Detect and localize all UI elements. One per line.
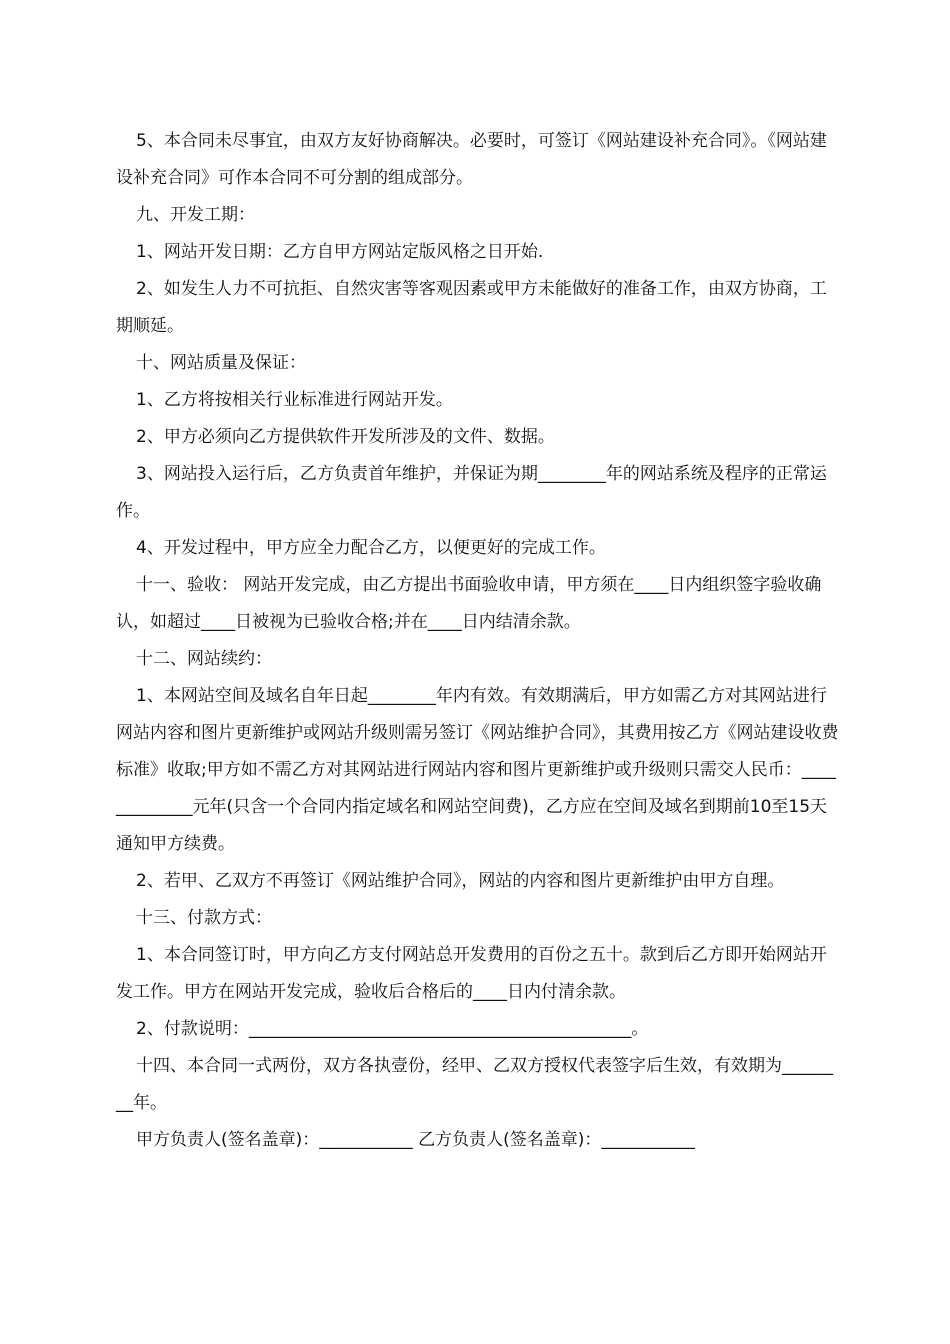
clause-12-item-1: 1、本网站空间及域名自年日起________年内有效。有效期满后，甲方如需乙方对其网站进行网站内容和图片更新维护或网站升级则需另签订《网站维护合同》，其费用按乙方《网站建设收费标准》收取;甲方如不需乙方对其网站进行网站内容和图片更新维护或升级则只需交人民币：_____________元年(只含一个合同内指定域名和网站空间费)，乙方应在空间及域名到期前10至15天通知甲方续费。 [116,686,839,854]
section-9-heading: 九、开发工期： [136,205,255,225]
clause-12-item-2: 2、若甲、乙双方不再签订《网站维护合同》，网站的内容和图片更新维护由甲方自理。 [136,871,785,891]
clause-13-item-2: 2、付款说明：_____________________________________________。 [136,1019,649,1039]
section-11-acceptance: 十一、验收： 网站开发完成，由乙方提出书面验收申请，甲方须在____日内组织签字验收确认，如超过____日被视为已验收合格;并在____日内结清余款。 [116,575,822,632]
section-13-heading: 十三、付款方式： [136,908,272,928]
clause-10-item-4: 4、开发过程中，甲方应全力配合乙方，以便更好的完成工作。 [136,538,606,558]
section-14-validity: 十四、本合同一式两份，双方各执壹份，经甲、乙双方授权代表签字后生效，有效期为________年。 [116,1056,833,1113]
clause-10-item-2: 2、甲方必须向乙方提供软件开发所涉及的文件、数据。 [136,427,555,447]
clause-10-item-3: 3、网站投入运行后，乙方负责首年维护，并保证为期________年的网站系统及程序的正常运作。 [116,464,827,521]
clause-9-item-1: 1、网站开发日期：乙方自甲方网站定版风格之日开始. [136,242,544,262]
signature-line: 甲方负责人(签名盖章)：___________ 乙方负责人(签名盖章)：___________ [136,1130,695,1150]
clause-8-item-5: 5、本合同未尽事宜，由双方友好协商解决。必要时，可签订《网站建设补充合同》。《网站建设补充合同》可作本合同不可分割的组成部分。 [116,131,827,188]
section-10-heading: 十、网站质量及保证： [136,353,306,373]
section-12-heading: 十二、网站续约： [136,649,272,669]
clause-13-item-1: 1、本合同签订时，甲方向乙方支付网站总开发费用的百份之五十。款到后乙方即开始网站开发工作。甲方在网站开发完成，验收后合格后的____日内付清余款。 [116,945,827,1002]
clause-9-item-2: 2、如发生人力不可抗拒、自然灾害等客观因素或甲方未能做好的准备工作，由双方协商，工期顺延。 [116,279,827,336]
clause-10-item-1: 1、乙方将按相关行业标准进行网站开发。 [136,390,453,410]
contract-body [116,123,840,1159]
